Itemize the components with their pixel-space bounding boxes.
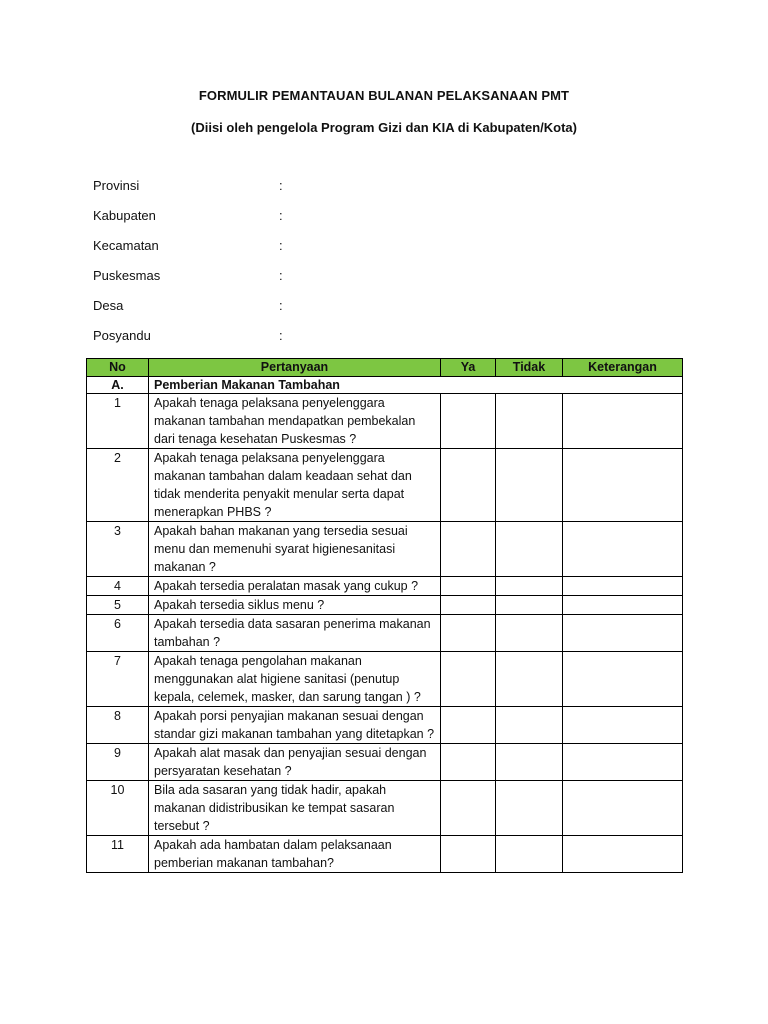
cell-keterangan[interactable] [563, 522, 683, 577]
cell-keterangan[interactable] [563, 836, 683, 873]
cell-ya[interactable] [441, 394, 496, 449]
table-row [87, 522, 683, 577]
cell-ya[interactable] [441, 577, 496, 596]
cell-tidak[interactable] [496, 577, 563, 596]
section-row [87, 377, 683, 394]
table-row [87, 836, 683, 873]
field-label: Posyandu [93, 328, 151, 343]
field-label: Puskesmas [93, 268, 161, 283]
cell-keterangan[interactable] [563, 577, 683, 596]
cell-tidak[interactable] [496, 394, 563, 449]
cell-tidak[interactable] [496, 449, 563, 522]
header-question: Pertanyaan [149, 359, 441, 377]
field-colon: : [279, 268, 283, 283]
cell-keterangan[interactable] [563, 744, 683, 781]
field-posyandu [93, 328, 493, 358]
row-number: 5 [87, 596, 149, 615]
table-row [87, 652, 683, 707]
table-row [87, 449, 683, 522]
document-subtitle: (Diisi oleh pengelola Program Gizi dan KIA di Kabupaten/Kota) [191, 120, 577, 135]
table-row [87, 615, 683, 652]
section-title: Pemberian Makanan Tambahan [149, 377, 683, 394]
field-kabupaten [93, 208, 493, 238]
row-question: Apakah bahan makanan yang tersedia sesuai menu dan memenuhi syarat higienesanitasi makanan ? [149, 522, 441, 577]
row-number: 4 [87, 577, 149, 596]
field-colon: : [279, 238, 283, 253]
cell-tidak[interactable] [496, 596, 563, 615]
field-colon: : [279, 298, 283, 313]
table-row [87, 394, 683, 449]
document-title: FORMULIR PEMANTAUAN BULANAN PELAKSANAAN PMT [198, 88, 570, 103]
table-row [87, 744, 683, 781]
table-header-row [87, 359, 683, 377]
cell-ya[interactable] [441, 836, 496, 873]
cell-keterangan[interactable] [563, 394, 683, 449]
table-row [87, 577, 683, 596]
row-question: Apakah ada hambatan dalam pelaksanaan pemberian makanan tambahan? [149, 836, 441, 873]
section-number: A. [87, 377, 149, 394]
cell-ya[interactable] [441, 615, 496, 652]
row-number: 7 [87, 652, 149, 707]
field-label: Kecamatan [93, 238, 159, 253]
field-label: Desa [93, 298, 124, 313]
cell-keterangan[interactable] [563, 615, 683, 652]
cell-tidak[interactable] [496, 707, 563, 744]
cell-tidak[interactable] [496, 781, 563, 836]
field-label: Kabupaten [93, 208, 156, 223]
cell-keterangan[interactable] [563, 596, 683, 615]
cell-tidak[interactable] [496, 836, 563, 873]
table-row [87, 707, 683, 744]
row-number: 3 [87, 522, 149, 577]
table-row [87, 781, 683, 836]
header-no: No [87, 359, 149, 377]
cell-ya[interactable] [441, 522, 496, 577]
row-question: Apakah tenaga pelaksana penyelenggara makanan tambahan mendapatkan pembekalan dari tenaga kesehatan Puskesmas ? [149, 394, 441, 449]
row-question: Apakah tenaga pelaksana penyelenggara makanan tambahan dalam keadaan sehat dan tidak menderita penyakit menular serta dapat menerapkan PHBS ? [149, 449, 441, 522]
cell-keterangan[interactable] [563, 449, 683, 522]
row-question: Apakah porsi penyajian makanan sesuai dengan standar gizi makanan tambahan yang ditetapkan ? [149, 707, 441, 744]
row-number: 9 [87, 744, 149, 781]
cell-keterangan[interactable] [563, 652, 683, 707]
field-desa [93, 298, 493, 328]
field-colon: : [279, 328, 283, 343]
cell-tidak[interactable] [496, 615, 563, 652]
header-tidak: Tidak [496, 359, 563, 377]
cell-tidak[interactable] [496, 744, 563, 781]
row-question: Apakah tersedia data sasaran penerima makanan tambahan ? [149, 615, 441, 652]
cell-ya[interactable] [441, 781, 496, 836]
row-number: 10 [87, 781, 149, 836]
field-puskesmas [93, 268, 493, 298]
field-kecamatan [93, 238, 493, 268]
cell-ya[interactable] [441, 596, 496, 615]
table-row [87, 596, 683, 615]
field-colon: : [279, 208, 283, 223]
cell-ya[interactable] [441, 449, 496, 522]
row-question: Apakah tersedia peralatan masak yang cukup ? [149, 577, 441, 596]
header-keterangan: Keterangan [563, 359, 683, 377]
field-provinsi [93, 178, 493, 208]
row-number: 8 [87, 707, 149, 744]
cell-ya[interactable] [441, 652, 496, 707]
cell-ya[interactable] [441, 744, 496, 781]
cell-tidak[interactable] [496, 652, 563, 707]
row-question: Bila ada sasaran yang tidak hadir, apakah makanan didistribusikan ke tempat sasaran tersebut ? [149, 781, 441, 836]
cell-tidak[interactable] [496, 522, 563, 577]
row-number: 1 [87, 394, 149, 449]
field-colon: : [279, 178, 283, 193]
identity-fields [93, 178, 493, 358]
cell-keterangan[interactable] [563, 707, 683, 744]
row-number: 11 [87, 836, 149, 873]
cell-keterangan[interactable] [563, 781, 683, 836]
field-label: Provinsi [93, 178, 140, 193]
row-question: Apakah tersedia siklus menu ? [149, 596, 441, 615]
header-ya: Ya [441, 359, 496, 377]
cell-ya[interactable] [441, 707, 496, 744]
row-number: 6 [87, 615, 149, 652]
row-number: 2 [87, 449, 149, 522]
row-question: Apakah alat masak dan penyajian sesuai dengan persyaratan kesehatan ? [149, 744, 441, 781]
checklist-table [86, 358, 683, 873]
row-question: Apakah tenaga pengolahan makanan menggunakan alat higiene sanitasi (penutup kepala, celemek, masker, dan sarung tangan ) ? [149, 652, 441, 707]
